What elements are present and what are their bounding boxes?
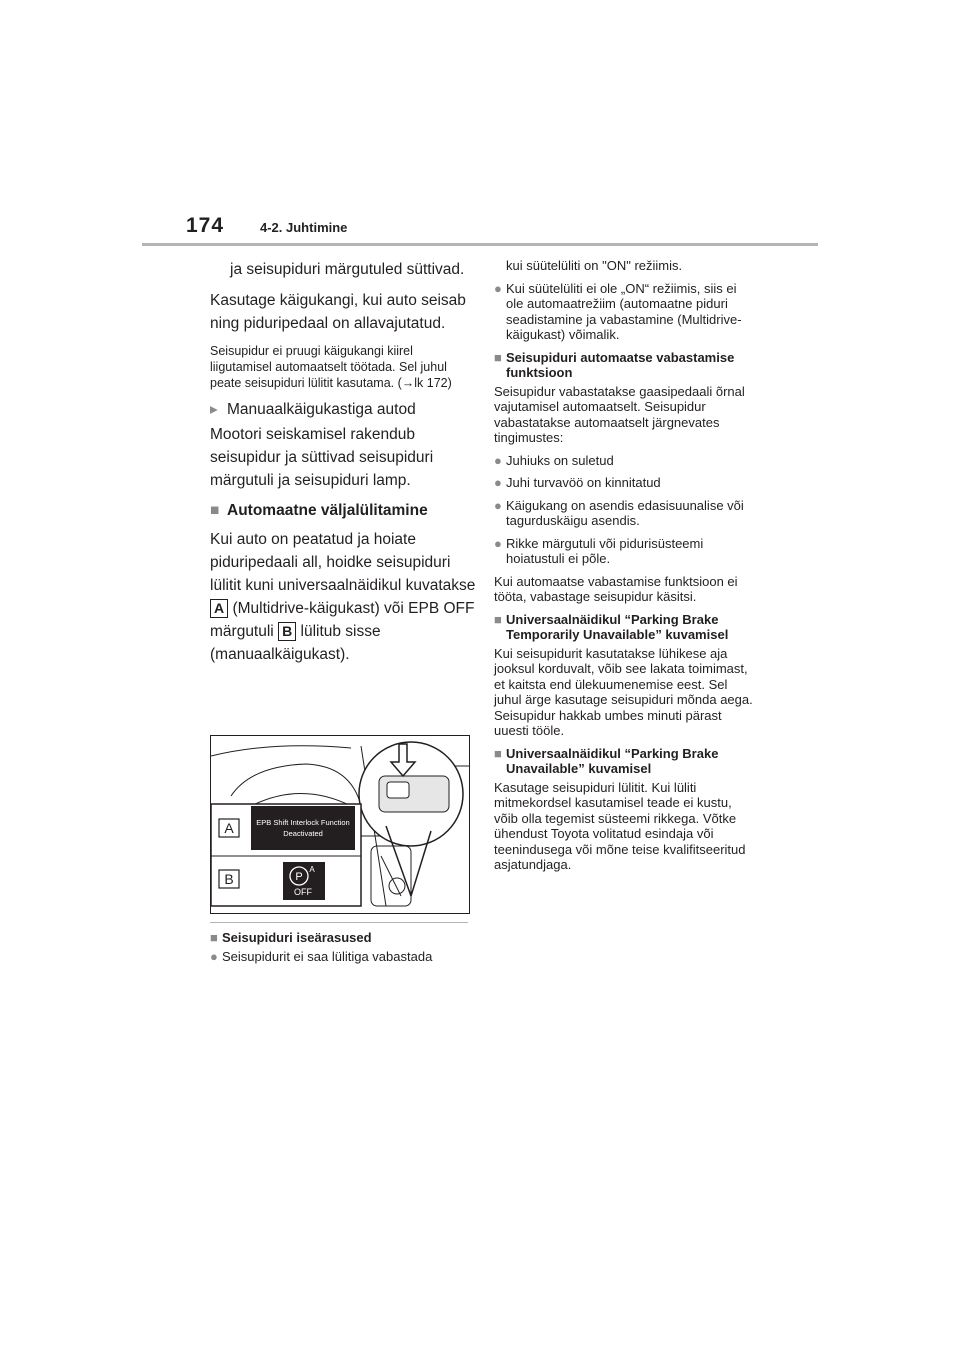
bullet-text: Käigukang on asendis edasisuunalise või tagurduskäigu asendis.: [506, 497, 744, 528]
figure-separator: [210, 922, 468, 923]
dot-icon: ●: [494, 535, 502, 551]
dot-icon: ●: [494, 475, 502, 490]
label-a-badge: A: [210, 599, 228, 618]
heading-label: Universaalnäidikul “Parking Brake Temporarily Unavailable” kuvamisel: [506, 611, 729, 642]
text: (Multidrive-käigukast) või EPB OFF märgutuli: [210, 600, 475, 640]
header-rule: [142, 243, 818, 246]
paragraph: Kui seisupidurit kasutatakse lühikese aja jooksul korduvalt, võib see lakata toimimast, et kaitsta end ülekuumenemise eest. Sel juhul ärge kasutage seisupiduri mõnda aega. Seisupidur hakkab umbes minuti pärast uuesti tööle.: [494, 645, 753, 738]
square-bullet-icon: ■: [210, 502, 220, 519]
right-column: [494, 258, 756, 878]
indicator-off: OFF: [294, 887, 312, 897]
text: Kui auto on peatatud ja hoiate piduripedaali all, hoidke seisupiduri lülitit kuni universaalnäidikul kuvatakse: [210, 531, 476, 594]
square-bullet-icon: ■: [210, 930, 218, 945]
dot-icon: ●: [210, 948, 218, 964]
bullet-text: Seisupidurit ei saa lülitiga vabastada: [222, 948, 433, 964]
condition-item: [494, 536, 756, 567]
subheading-manual: [210, 398, 478, 421]
square-bullet-icon: ■: [494, 611, 502, 627]
paragraph: Kasutage seisupiduri lülitit. Kui lüliti mitmekordsel kasutamisel teade ei kustu, võib olla tegemist süsteemi rikkega. Võtke ühendust Toyota volitatud esindaja või teenindusega või mõne teise kvalifitseeritud asjatundjaga.: [494, 779, 746, 872]
dot-icon: ●: [494, 452, 502, 468]
condition-item: [494, 453, 756, 469]
paragraph: Seisupidur vabastatakse gaasipedaali õrnal vajutamisel automaatselt. Seisupidur vabastatakse automaatselt järgnevates tingimustes:: [494, 383, 745, 445]
heading-auto-release: [494, 350, 756, 381]
bullet-item: [210, 949, 472, 965]
paragraph: ja seisupiduri märgutuled süttivad.: [230, 261, 465, 278]
heading-unavailable: [494, 746, 756, 777]
subheading-label: Manuaalkäigukastiga autod: [227, 401, 416, 418]
figure-label-a: A: [224, 820, 234, 836]
left-column: [210, 258, 478, 666]
label-b-badge: B: [278, 622, 296, 641]
text: lülitub sisse (manuaalkäigukast).: [210, 623, 381, 663]
cluster-hood: [231, 764, 361, 806]
condition-item: [494, 498, 756, 529]
bullet-text: Rikke märgutuli või pidurisüsteemi hoiatustuli ei põle.: [506, 535, 704, 566]
multi-display: [251, 806, 355, 850]
dot-icon: ●: [494, 497, 502, 513]
paragraph: Mootori seiskamisel rakendub seisupidur ja süttivad seisupiduri märgutuli ja seisupiduri lamp.: [210, 426, 434, 489]
dash-line: [211, 746, 351, 756]
heading-auto-off: [210, 500, 478, 522]
display-line-2: Deactivated: [283, 829, 323, 838]
heading-temporarily-unavailable: [494, 612, 756, 643]
display-line-1: EPB Shift Interlock Function: [256, 818, 350, 827]
section-title: 4-2. Juhtimine: [260, 220, 348, 235]
note: Seisupidur ei pruugi käigukangi kiirel liigutamisel automaatselt töötada. Sel juhul peate seisupiduri lülitit kasutama. (→lk 172): [210, 344, 452, 390]
heading-label: Seisupiduri automaatse vabastamise funktsioon: [506, 349, 735, 380]
bullet-text: Kui süütelüliti ei ole „ON“ režiimis, siis ei ole automaatrežiim (automaatne piduri seadistamine ja vabastamine (Multidrive-käigukast) võimalik.: [506, 280, 742, 342]
bullet-item: [494, 281, 756, 343]
paragraph: Kui automaatse vabastamise funktsioon ei tööta, vabastage seisupidur käsitsi.: [494, 573, 738, 604]
indicator-a: A: [309, 865, 315, 874]
bullet-text: Juhi turvavöö on kinnitatud: [506, 475, 661, 490]
dot-icon: ●: [494, 280, 502, 296]
heading-features: [210, 930, 472, 946]
indicator-p: P: [295, 871, 303, 883]
square-bullet-icon: ■: [494, 349, 502, 365]
page-number: 174: [186, 214, 225, 237]
bullet-text: Juhiuks on suletud: [506, 452, 614, 468]
heading-label: Automaatne väljalülitamine: [227, 502, 428, 519]
condition-item: [494, 475, 756, 491]
triangle-icon: ▸: [210, 401, 218, 418]
square-bullet-icon: ■: [494, 745, 502, 761]
figure-label-b: B: [224, 871, 234, 887]
dashboard-illustration: [211, 736, 469, 913]
dashboard-figure: [210, 735, 470, 914]
paragraph: Kasutage käigukangi, kui auto seisab ning piduripedaal on allavajutatud.: [210, 292, 466, 332]
left-footer: [210, 930, 472, 969]
paragraph: kui süütelüliti on "ON" režiimis.: [506, 258, 683, 273]
heading-label: Seisupiduri iseärasused: [222, 930, 372, 945]
heading-label: Universaalnäidikul “Parking Brake Unavailable” kuvamisel: [506, 745, 719, 776]
paragraph-auto-off: [210, 528, 478, 666]
